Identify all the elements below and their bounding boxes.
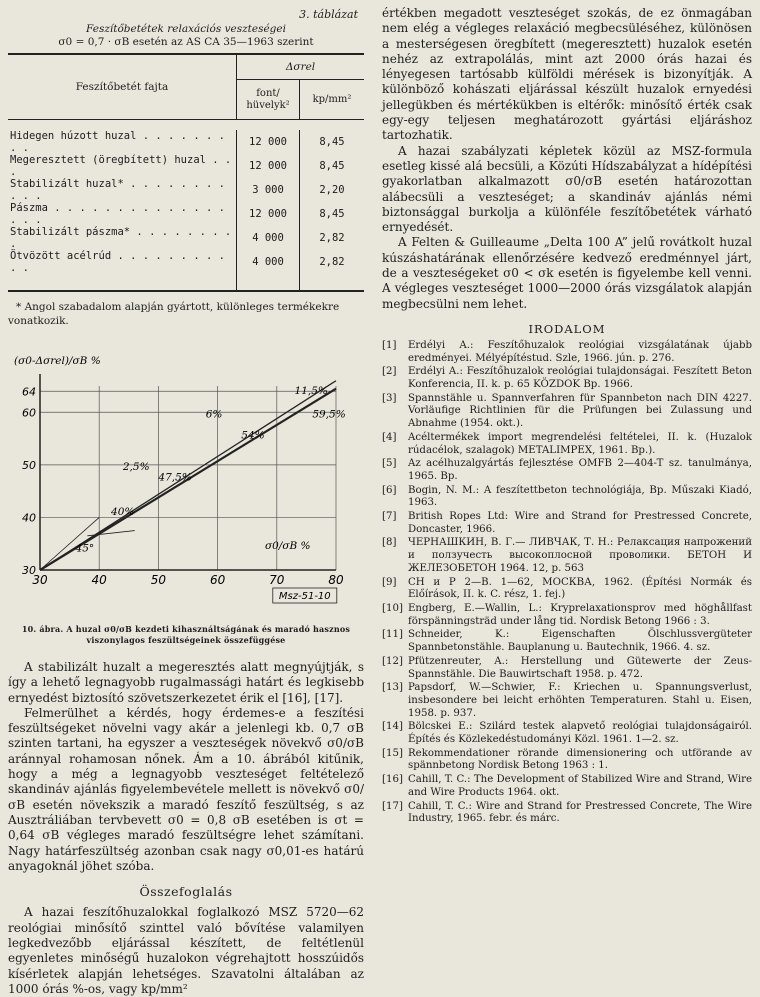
row-value-kp: 2,20 bbox=[300, 178, 365, 202]
table-footnote: * Angol szabadalom alapján gyártott, különleges termékekre vonatkozik. bbox=[8, 301, 340, 327]
row-value-kp: 8,45 bbox=[300, 154, 365, 178]
reference-text: Rekommendationer rörande dimensionering och utförande av spännbetong Nordisk Betong 1963 : 1. bbox=[408, 747, 752, 772]
x-tick-label: 40 bbox=[91, 573, 107, 587]
table-row bbox=[8, 202, 364, 226]
chart-annotation: 45° bbox=[75, 542, 95, 555]
reference-number: [5] bbox=[382, 458, 397, 470]
chart-annotation: 6% bbox=[205, 408, 223, 421]
left-column bbox=[8, 6, 364, 997]
reference-item bbox=[382, 458, 752, 483]
reference-number: [9] bbox=[382, 576, 397, 588]
chart-annotation: 2,5% bbox=[122, 461, 150, 474]
reference-item bbox=[382, 774, 752, 799]
paragraph: A hazai feszítőhuzalokkal foglalkozó MSZ 5720—62 reológiai minősítő szinttel való bővítése valamilyen legkedvezőbb eljárással készített, de feltétlenül egyenletes minőségű huzalokon végrehajtott hosszúidős kísérletek alapján lehetséges. Szavatolni általában az 1000 órás %-os, vagy kp/mm² bbox=[8, 905, 364, 996]
right-column bbox=[382, 6, 752, 827]
chart-annotation: 40% bbox=[111, 505, 135, 518]
x-tick-label: 50 bbox=[150, 573, 167, 587]
y-tick-label: 60 bbox=[22, 406, 36, 420]
reference-item bbox=[382, 629, 752, 654]
table-row bbox=[8, 178, 364, 202]
paragraph: A stabilizált huzalt a megeresztés alatt megnyújtják, s így a lehető legnagyobb rugalmassági határt és legkisebb ernyedést biztosító szövetszerkezetet érik el [16], [17]. bbox=[8, 660, 364, 705]
reference-item bbox=[382, 682, 752, 720]
reference-item bbox=[382, 577, 752, 602]
paragraph: A hazai szabályzati képletek közül az MSZ-formula esetleg kissé alá becsüli, a Közúti Hídszabályzat a hídépítési gyakorlatban alkalmazott σ0/σB esetén határozottan alábecsüli a veszteséget; a skandináv ajánlás némi biztonsággal burkolja a különféle feszítőbetétek várható ernyedését. bbox=[382, 143, 752, 235]
y-tick-label: 50 bbox=[22, 458, 36, 472]
table-subtitle: σ0 = 0,7 · σB esetén az AS CA 35—1963 szerint bbox=[58, 36, 314, 48]
reference-item bbox=[382, 393, 752, 431]
reference-number: [17] bbox=[382, 800, 403, 812]
reference-text: Acéltermékek import megrendelési feltételei, II. k. (Huzalok rúdacélok, szalagok) METALIMPEX, 1961. Bp.). bbox=[408, 431, 752, 456]
reference-text: Cahill, T. C.: The Development of Stabilized Wire and Strand, Wire and Wire Products 1964. okt. bbox=[408, 774, 752, 798]
reference-item bbox=[382, 721, 752, 746]
reference-text: ЧЕРНАШКИН, В. Г.— ЛИВЧАК, Т. Н.: Релаксация напрожений и ползучесть высокоплосной проволики. БЕТОН И ЖЕЛЕЗОБЕТОН 1964. 12, p. 563 bbox=[408, 537, 752, 574]
reference-number: [7] bbox=[382, 511, 397, 523]
reference-item bbox=[382, 340, 752, 365]
reference-item bbox=[382, 537, 752, 575]
reference-text: Schneider, K.: Eigenschaften Ölschlussvergüteter Spannbetonstähle. Bauplanung u. Bautechnik, 1966. 4. sz. bbox=[408, 629, 752, 654]
col-header-unit1: font/ hüvelyk² bbox=[237, 80, 300, 120]
paragraph: A Felten & Guilleaume „Delta 100 A” jelű rovátkolt huzal kúszáshatárának ellenőrzésére kedvező eredménnyel járt, de a veszteségeket σ0 < σk esetén is figyelembe kell venni. A végleges veszteséget 1000—2000 órás vizsgálatok alapján megbecsülni nem lehet. bbox=[382, 235, 752, 311]
reference-number: [11] bbox=[382, 629, 403, 641]
left-body bbox=[8, 660, 364, 997]
chart-svg bbox=[8, 342, 364, 624]
reference-text: Pfützenreuter, A.: Herstellung und Gütewerte der Zeus-Spannstähle. Die Bauwirtschaft 1958. p. 472. bbox=[408, 655, 752, 680]
row-name: Stabilizált huzal* . . . . . . . . . . . bbox=[10, 178, 225, 202]
reference-item bbox=[382, 366, 752, 391]
row-value-kp: 8,45 bbox=[300, 202, 365, 226]
reference-number: [1] bbox=[382, 339, 397, 351]
reference-number: [6] bbox=[382, 484, 397, 496]
reference-number: [16] bbox=[382, 774, 403, 786]
paragraph: Felmerülhet a kérdés, hogy érdemes-e a feszítési feszültségeket növelni vagy akár a jelenlegi kb. 0,7 σB szinten tartani, ha egyszer a veszteségek növekvő σ0/σB aránnyal rohamosan nőnek. Ám a 10. ábrából kitűnik, hogy a még a legnagyobb veszteséget feltételező skandináv ajánlás figyelembevétele mellett is növekvő σ0/σB esetén növekszik a maradó feszítő feszültség, s az Ausztráliában tervbevett σ0 = 0,8 σB esetében is σt = 0,64 σB végleges maradó feszültségre lehet számítani. Nagy határfeszültség azonban csak nagy σ0,01-es határú anyagoknál jöhet szóba. bbox=[8, 705, 364, 873]
chart-annotation: 47,5% bbox=[158, 471, 192, 484]
figure-caption: 10. ábra. A huzal σ0/σB kezdeti kihasználtságának és maradó hasznos viszonylagos feszültségeinek összefüggése bbox=[21, 624, 351, 645]
row-value-psi: 12 000 bbox=[237, 130, 300, 154]
reference-number: [13] bbox=[382, 682, 403, 694]
reference-text: Bogin, N. M.: A feszítettbeton technológiája, Bp. Műszaki Kiadó, 1963. bbox=[408, 484, 752, 509]
reference-item bbox=[382, 485, 752, 510]
reference-item bbox=[382, 748, 752, 773]
reference-number: [4] bbox=[382, 431, 397, 443]
chart-annotation: 11,5% bbox=[294, 384, 328, 397]
chart-annotation: 59,5% bbox=[312, 408, 346, 421]
references-heading: IRODALOM bbox=[528, 321, 606, 336]
reference-item bbox=[382, 603, 752, 628]
row-value-psi: 4 000 bbox=[237, 226, 300, 250]
reference-item bbox=[382, 656, 752, 681]
row-value-kp: 2,82 bbox=[300, 226, 365, 250]
x-tick-label: 30 bbox=[32, 573, 48, 587]
chart-annotation: 54% bbox=[241, 429, 265, 442]
x-tick-label: 70 bbox=[269, 573, 285, 587]
reference-text: Papsdorf, W.—Schwier, F.: Kriechen u. Spannungsverlust, insbesondere bei leicht erhöhten Temperaturen. Stahl u. Eisen, 1958. p. 937. bbox=[408, 682, 752, 719]
col-header-group: Δσrel bbox=[237, 54, 365, 80]
row-name: Megeresztett (öregbített) huzal . . . bbox=[10, 154, 232, 178]
x-tick-label: 80 bbox=[328, 573, 344, 587]
annotation-leader bbox=[87, 531, 134, 536]
reference-text: Engberg, E.—Wallin, L.: Kryprelaxationsprov med höghållfast förspänningsträd under lång tid. Nordisk Betong 1966 : 3. bbox=[408, 603, 752, 627]
stamp-label: Msz-51-10 bbox=[278, 591, 331, 602]
reference-number: [12] bbox=[382, 655, 403, 667]
reference-text: Cahill, T. C.: Wire and Strand for Prestressed Concrete, The Wire Industry, 1965. febr. és márc. bbox=[408, 800, 752, 825]
row-name: Ötvözött acélrúd . . . . . . . . . . . bbox=[10, 250, 225, 274]
row-value-psi: 12 000 bbox=[237, 154, 300, 178]
col-header-unit2: kp/mm² bbox=[300, 80, 365, 120]
table-row bbox=[8, 250, 364, 291]
table-number: 3. táblázat bbox=[299, 8, 358, 21]
row-value-psi: 3 000 bbox=[237, 178, 300, 202]
table-row bbox=[8, 226, 364, 250]
reference-number: [3] bbox=[382, 392, 397, 404]
reference-item bbox=[382, 432, 752, 457]
reference-text: СН и Р 2—В. 1—62, МОСКВА, 1962. (Építési Normák és Előírások, II. k. C. rész, 1. fej.) bbox=[408, 576, 752, 601]
relaxation-table bbox=[8, 53, 364, 292]
table-row bbox=[8, 154, 364, 178]
x-axis-label: σ0/σB % bbox=[264, 539, 311, 552]
table-title: Feszítőbetétek relaxációs veszteségei bbox=[86, 23, 286, 35]
reference-item bbox=[382, 511, 752, 536]
reference-number: [14] bbox=[382, 721, 403, 733]
x-tick-label: 60 bbox=[209, 573, 226, 587]
reference-text: British Ropes Ltd: Wire and Strand for Prestressed Concrete, Doncaster, 1966. bbox=[408, 511, 752, 535]
y-axis-label: (σ0-Δσrel)/σB % bbox=[14, 355, 101, 367]
row-value-kp: 2,82 bbox=[300, 250, 365, 291]
col-header-type: Feszítőbetét fajta bbox=[8, 54, 237, 120]
reference-text: Erdélyi A.: Feszítőhuzalok reológiai tulajdonságai. Feszített Beton Konferencia, II. k. p. 65 KÖZDOK Bp. 1966. bbox=[408, 366, 752, 391]
table-row bbox=[8, 130, 364, 154]
reference-text: Spannstähle u. Spannverfahren für Spannbeton nach DIN 4227. Vorläufige Richtlinien für die Prüfungen bei Zulassung und Abnahme (1954. okt.). bbox=[408, 392, 752, 430]
y-tick-label: 64 bbox=[22, 385, 36, 399]
reference-text: Bölcskei E.: Szilárd testek alapvető reológiai tulajdonságairól. Építés és Közlekedéstudományi Közl. 1961. 1—2. sz. bbox=[408, 721, 752, 746]
row-value-psi: 12 000 bbox=[237, 202, 300, 226]
row-name: Pászma . . . . . . . . . . . . . . . . . bbox=[10, 202, 225, 226]
references-list bbox=[382, 340, 752, 826]
reference-number: [8] bbox=[382, 537, 397, 549]
y-tick-label: 30 bbox=[22, 564, 36, 577]
y-tick-label: 40 bbox=[22, 511, 36, 525]
row-value-psi: 4 000 bbox=[237, 250, 300, 291]
row-name: Hidegen húzott huzal . . . . . . . . . bbox=[10, 130, 225, 154]
paragraph: értékben megadott veszteséget szokás, de ez önmagában nem elég a végleges relaxáció megbecsüléséhez, különösen a mesterségesen öregbített (megeresztett) huzalok esetén nehéz az extrapolálás, mint azt 2000 órás hazai és lényegesen tartósabb külföldi mérések is bizonyítják. A különböző kohászati eljárással készült huzalok ernyedési jellegükben és mértékükben is eltérők: minősítő érték csak egy-egy teljesen meghatározott gyártási eljáráshoz tartozhatik. bbox=[382, 6, 752, 143]
right-body bbox=[382, 6, 752, 312]
reference-text: Erdélyi A.: Feszítőhuzalok reológiai vizsgálatának újabb eredményei. Mélyépítéstud. Szle, 1966. jún. p. 276. bbox=[408, 339, 752, 364]
row-value-kp: 8,45 bbox=[300, 130, 365, 154]
reference-number: [15] bbox=[382, 747, 403, 759]
reference-number: [10] bbox=[382, 603, 403, 614]
row-name: Stabilizált pászma* . . . . . . . . . bbox=[10, 226, 232, 250]
reference-number: [2] bbox=[382, 366, 397, 378]
figure-10 bbox=[8, 342, 364, 624]
reference-text: Az acélhuzalgyártás fejlesztése OMFB 2—404-T sz. tanulmánya, 1965. Bp. bbox=[408, 458, 752, 482]
reference-item bbox=[382, 801, 752, 826]
section-heading: Összefoglalás bbox=[139, 884, 233, 900]
